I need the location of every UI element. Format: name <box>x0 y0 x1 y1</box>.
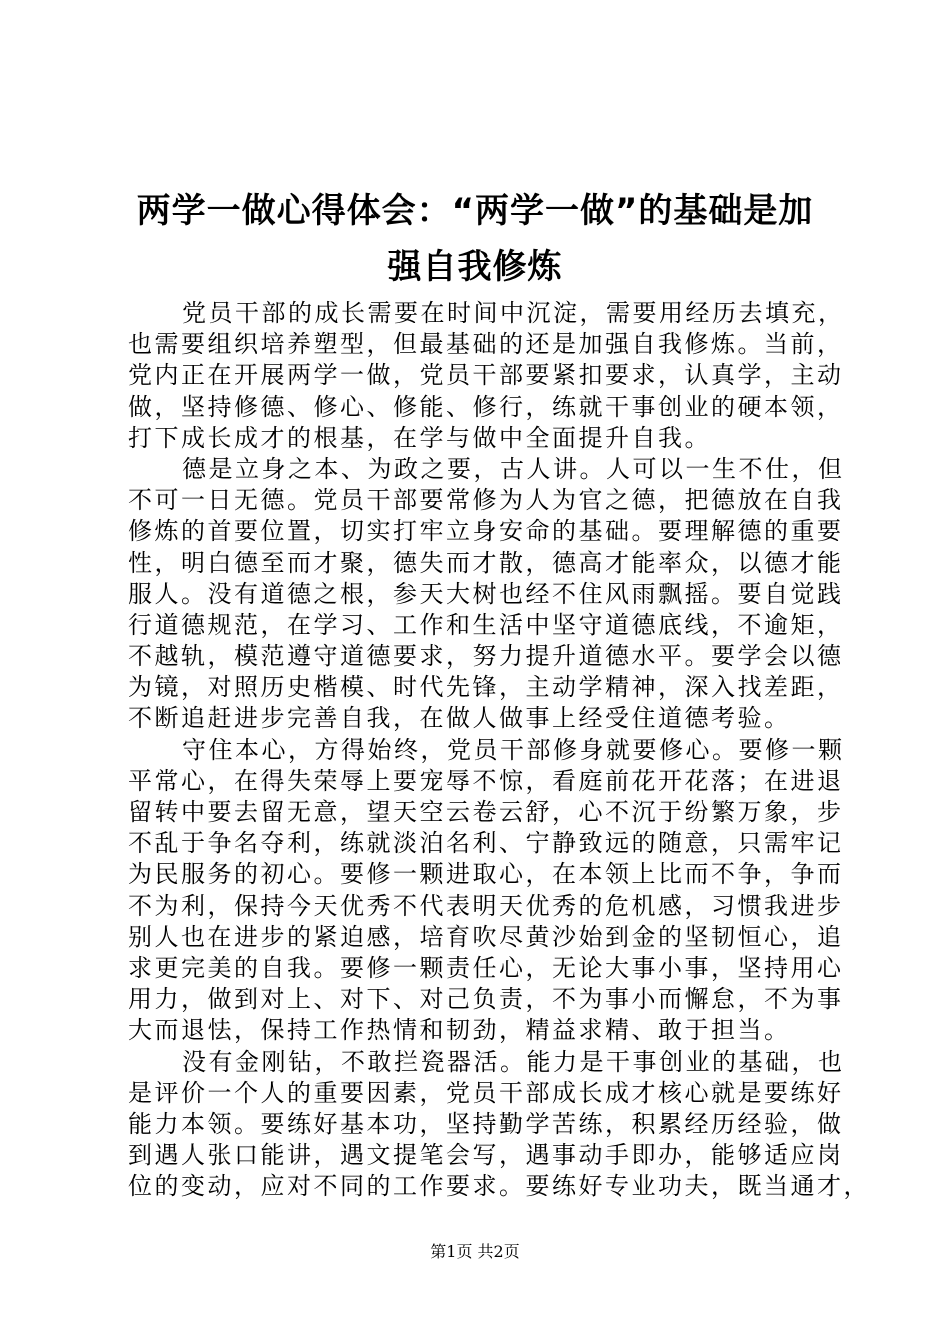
paragraph-line: 不可一日无德。党员干部要常修为人为官之德，把德放在自我 <box>128 486 844 515</box>
paragraph-line: 德是立身之本、为政之要，古人讲。人可以一生不仕，但 <box>182 454 845 483</box>
paragraph-line: 守住本心，方得始终，党员干部修身就要修心。要修一颗 <box>182 735 845 764</box>
paragraph-line: 平常心，在得失荣辱上要宠辱不惊，看庭前花开花落；在进退 <box>128 766 844 795</box>
document-title-line-2: 强自我修炼 <box>387 247 563 287</box>
paragraph-line: 修炼的首要位置，切实打牢立身安命的基础。要理解德的重要 <box>128 517 844 546</box>
paragraph-line: 别人也在进步的紧迫感，培育吹尽黄沙始到金的坚韧恒心，追 <box>128 922 844 951</box>
paragraph-line: 打下成长成才的根基，在学与做中全面提升自我。 <box>128 423 711 452</box>
paragraph-line: 为民服务的初心。要修一颗进取心，在本领上比而不争，争而 <box>128 860 844 889</box>
paragraph-line: 大而退怯，保持工作热情和韧劲，精益求精、敢于担当。 <box>128 1016 791 1045</box>
paragraph-line: 也需要组织培养塑型，但最基础的还是加强自我修炼。当前， <box>128 330 844 359</box>
paragraph-line: 能力本领。要练好基本功，坚持勤学苦练，积累经历经验，做 <box>128 1109 844 1138</box>
paragraph-line: 位的变动，应对不同的工作要求。要练好专业功夫，既当通才， <box>128 1172 870 1201</box>
page-footer: 第1页 共2页 <box>430 1242 520 1261</box>
document-body <box>128 298 870 1202</box>
paragraph-line: 是评价一个人的重要因素，党员干部成长成才核心就是要练好 <box>128 1078 844 1107</box>
paragraph-line: 不越轨，模范遵守道德要求，努力提升道德水平。要学会以德 <box>128 642 844 671</box>
paragraph-line: 党内正在开展两学一做，党员干部要紧扣要求，认真学，主动 <box>128 361 844 390</box>
paragraph <box>128 298 845 454</box>
paragraph-line: 为镜，对照历史楷模、时代先锋，主动学精神，深入找差距， <box>128 673 844 702</box>
paragraph-line: 不断追赶进步完善自我，在做人做事上经受住道德考验。 <box>128 704 791 733</box>
paragraph-line: 服人。没有道德之根，参天大树也经不住风雨飘摇。要自觉践 <box>128 579 844 608</box>
paragraph <box>128 454 845 735</box>
paragraph-line: 留转中要去留无意，望天空云卷云舒，心不沉于纷繁万象，步 <box>128 798 844 826</box>
paragraph-line: 没有金刚钻，不敢拦瓷器活。能力是干事创业的基础，也 <box>182 1047 845 1076</box>
paragraph-line: 党员干部的成长需要在时间中沉淀，需要用经历去填充， <box>182 299 845 327</box>
paragraph-line: 性，明白德至而才聚，德失而才散，德高才能率众，以德才能 <box>128 548 844 577</box>
paragraph-line: 行道德规范，在学习、工作和生活中坚守道德底线，不逾矩， <box>128 610 844 639</box>
document-title-line-1: 两学一做心得体会：“两学一做”的基础是加 <box>136 191 814 231</box>
paragraph <box>128 1047 870 1203</box>
paragraph-line: 用力，做到对上、对下、对己负责，不为事小而懈怠，不为事 <box>128 985 844 1014</box>
paragraph <box>128 735 845 1047</box>
paragraph-line: 不为利，保持今天优秀不代表明天优秀的危机感，习惯我进步 <box>128 891 844 920</box>
paragraph-line: 到遇人张口能讲，遇文提笔会写，遇事动手即办，能够适应岗 <box>128 1141 844 1170</box>
paragraph-line: 求更完美的自我。要修一颗责任心，无论大事小事，坚持用心 <box>128 953 844 982</box>
paragraph-line: 做，坚持修德、修心、修能、修行，练就干事创业的硬本领， <box>128 392 844 421</box>
paragraph-line: 不乱于争名夺利，练就淡泊名利、宁静致远的随意，只需牢记 <box>128 829 844 858</box>
